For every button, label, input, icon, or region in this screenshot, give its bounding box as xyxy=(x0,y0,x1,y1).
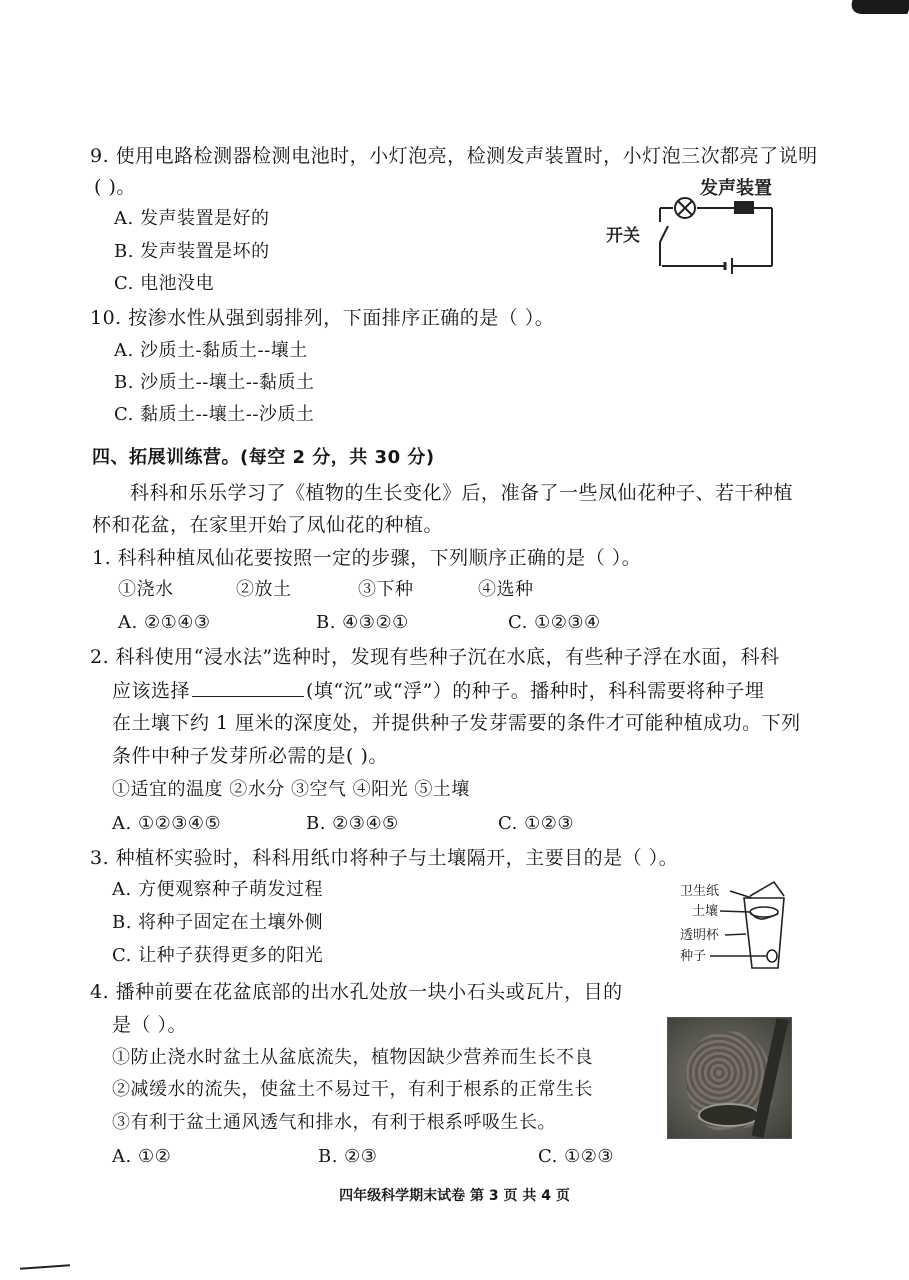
part-4-option-c: C. ①②③ xyxy=(538,1146,614,1167)
part-1-option-a: A. ②①④③ xyxy=(118,612,211,633)
figure-label-cup: 透明杯 xyxy=(680,928,720,943)
planting-cup-diagram xyxy=(680,876,800,976)
sound-device-label: 发声装置 xyxy=(700,178,772,199)
part-1-option-c: C. ①②③④ xyxy=(508,612,601,633)
part-2-option-b: B. ②③④⑤ xyxy=(306,813,399,834)
part-1-step: ②放土 xyxy=(236,579,292,600)
page-footer: 四年级科学期末试卷 第 3 页 共 4 页 xyxy=(339,1188,570,1204)
question-9-stem: 9. 使用电路检测器检测电池时，小灯泡亮，检测发声装置时，小灯泡三次都亮了说明 xyxy=(90,145,818,167)
part-3-stem: 3. 种植杯实验时，科科用纸巾将种子与土壤隔开，主要目的是（ ）。 xyxy=(90,847,679,869)
scan-mark xyxy=(847,0,909,14)
part-2-stem-post: (填“沉”或“浮”）的种子。播种时，科科需要将种子埋 xyxy=(306,680,765,702)
figure-label-soil: 土壤 xyxy=(692,904,719,919)
section-intro: 杯和花盆，在家里开始了凤仙花的种植。 xyxy=(92,514,444,536)
question-9-option-b: B. 发声装置是坏的 xyxy=(114,241,270,262)
part-4-option-a: A. ①② xyxy=(112,1146,172,1167)
part-4-stem: 4. 播种前要在花盆底部的出水孔处放一块小石头或瓦片，目的 xyxy=(90,981,623,1003)
part-2-stem: 2. 科科使用“浸水法”选种时，发现有些种子沉在水底，有些种子浮在水面，科科 xyxy=(90,646,780,668)
fill-blank[interactable] xyxy=(192,678,304,697)
part-4-stem: 是（ ）。 xyxy=(112,1014,188,1036)
question-9-option-a: A. 发声装置是好的 xyxy=(114,208,270,229)
part-2-option-a: A. ①②③④⑤ xyxy=(112,813,222,834)
circuit-diagram xyxy=(600,170,800,275)
question-10-option-b: B. 沙质土--壤土--黏质土 xyxy=(114,372,315,393)
part-1-option-b: B. ④③②① xyxy=(316,612,409,633)
figure-label-seed: 种子 xyxy=(680,949,707,964)
part-4-reason: ②减缓水的流失，使盆土不易过干，有利于根系的正常生长 xyxy=(112,1079,593,1100)
part-1-step: ③下种 xyxy=(358,579,414,600)
part-4-reason: ①防止浇水时盆土从盆底流失，植物因缺少营养而生长不良 xyxy=(112,1047,593,1068)
question-9-option-c: C. 电池没电 xyxy=(114,273,215,294)
sound-device-symbol xyxy=(734,201,754,214)
part-3-option-b: B. 将种子固定在土壤外侧 xyxy=(112,912,324,933)
switch-label: 开关 xyxy=(606,226,640,246)
flower-pot-photo xyxy=(667,1017,792,1139)
question-10-stem: 10. 按渗水性从强到弱排列，下面排序正确的是（ ）。 xyxy=(90,307,555,329)
scan-mark xyxy=(20,1264,70,1269)
part-3-option-c: C. 让种子获得更多的阳光 xyxy=(112,945,324,966)
figure-label-tissue: 卫生纸 xyxy=(680,884,720,899)
section-heading: 四、拓展训练营。(每空 2 分，共 30 分) xyxy=(92,447,435,468)
question-10-option-a: A. 沙质土-黏质土--壤土 xyxy=(114,340,308,361)
question-9-answer-slot: ( )。 xyxy=(94,176,136,198)
section-intro: 科科和乐乐学习了《植物的生长变化》后，准备了一些凤仙花种子、若干种植 xyxy=(130,482,794,504)
part-2-stem-pre: 应该选择 xyxy=(112,680,191,702)
part-1-stem: 1. 科科种植凤仙花要按照一定的步骤，下列顺序正确的是（ ）。 xyxy=(92,547,642,569)
question-10-option-c: C. 黏质土--壤土--沙质土 xyxy=(114,404,315,425)
part-2-stem: 在土壤下约 1 厘米的深度处，并提供种子发芽需要的条件才可能种植成功。下列 xyxy=(112,712,801,734)
part-2-stem xyxy=(112,678,764,703)
part-2-stem: 条件中种子发芽所必需的是( )。 xyxy=(112,745,388,767)
part-2-option-c: C. ①②③ xyxy=(498,813,574,834)
part-4-reason: ③有利于盆土通风透气和排水，有利于根系呼吸生长。 xyxy=(112,1112,556,1133)
drain-hole xyxy=(698,1103,760,1127)
part-1-step: ①浇水 xyxy=(118,579,174,600)
part-3-option-a: A. 方便观察种子萌发过程 xyxy=(112,879,323,900)
part-1-step: ④选种 xyxy=(478,579,534,600)
part-4-option-b: B. ②③ xyxy=(318,1146,378,1167)
part-2-conditions: ①适宜的温度 ②水分 ③空气 ④阳光 ⑤土壤 xyxy=(112,779,470,800)
